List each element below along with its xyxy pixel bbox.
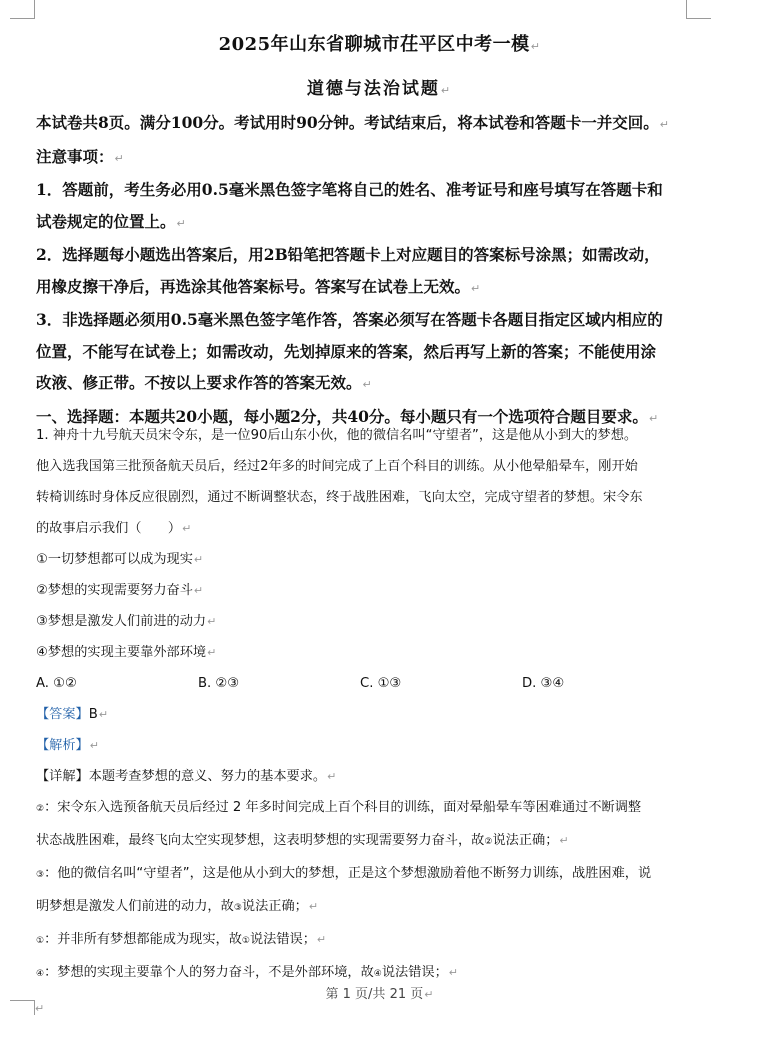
- statement-4: ④梦想的实现主要靠外部环境↵: [36, 645, 217, 660]
- detail-line: 【详解】本题考查梦想的意义、努力的基本要求。↵: [36, 769, 337, 784]
- notice-3c: 改液、修正带。不按以上要求作答的答案无效。↵: [36, 373, 372, 392]
- intro-line: 本试卷共8页。满分100分。考试用时90分钟。考试结束后，将本试卷和答题卡一并交回。↵: [36, 113, 669, 132]
- answer-line: 【答案】B↵: [36, 707, 109, 722]
- notice-3a: 3．非选择题必须用0.5毫米黑色签字笔作答，答案必须写在答题卡各题目指定区域内相应的: [36, 310, 663, 329]
- explain-2b: 状态战胜困难，最终飞向太空实现梦想，这表明梦想的实现需要努力奋斗，故②说法正确；↵: [36, 833, 569, 848]
- explain-3b: 明梦想是激发人们前进的动力，故③说法正确；↵: [36, 899, 319, 914]
- option-d: D. ③④: [522, 676, 565, 691]
- paragraph-mark: ↵: [35, 1002, 45, 1015]
- notice-3b: 位置，不能写在试卷上；如需改动，先划掉原来的答案，然后再写上新的答案；不能使用涂: [36, 341, 657, 361]
- margin-corner-top-left: [10, 0, 35, 19]
- analysis-tag: 【解析】: [36, 738, 89, 753]
- section-heading: 一、选择题：本题共20小题，每小题2分，共40分。每小题只有一个选项符合题目要求。↵: [36, 406, 659, 426]
- explain-4: ④：梦想的实现主要靠个人的努力奋斗，不是外部环境，故④说法错误；↵: [36, 965, 458, 980]
- answer-value: B: [88, 707, 98, 722]
- explain-3a: ③：他的微信名叫“守望者”，这是他从小到大的梦想，正是这个梦想激励着他不断努力训练，战胜困难，说: [36, 866, 652, 881]
- statement-3: ③梦想是激发人们前进的动力↵: [36, 614, 217, 629]
- page-footer: 第 1 页/共 21 页↵: [325, 987, 434, 1002]
- option-c: C. ①③: [360, 676, 402, 691]
- question-stem: 的故事启示我们（ ）↵: [36, 521, 192, 536]
- question-stem: 1. 神舟十九号航天员宋令东，是一位90后山东小伙，他的微信名叫“守望者”，这是他从小到大的梦想。: [36, 428, 638, 443]
- notice-2a: 2．选择题每小题选出答案后，用2B铅笔把答题卡上对应题目的答案标号涂黑；如需改动，: [36, 245, 660, 264]
- notice-1a: 1．答题前，考生务必用0.5毫米黑色签字笔将自己的姓名、准考证号和座号填写在答题卡和: [36, 180, 663, 199]
- question-stem: 转椅训练时身体反应很剧烈，通过不断调整状态，终于战胜困难，飞向太空，完成守望者的梦想。宋令东: [36, 490, 643, 505]
- page-title: 2025年山东省聊城市茌平区中考一模↵: [218, 34, 541, 55]
- explain-2a: ②：宋令东入选预备航天员后经过 2 年多时间完成上百个科目的训练，面对晕船晕车等困难通过不断调整: [36, 800, 642, 815]
- exam-instructions: [36, 107, 716, 434]
- statement-1: ①一切梦想都可以成为现实↵: [36, 552, 204, 567]
- option-a: A. ①②: [36, 676, 77, 691]
- margin-corner-bottom-left: [10, 1000, 35, 1015]
- question-stem: 他入选我国第三批预备航天员后，经过2年多的时间完成了上百个科目的训练。从小他晕船晕车，刚开始: [36, 459, 638, 474]
- answer-tag: 【答案】: [36, 707, 89, 722]
- question-1: [36, 420, 716, 990]
- analysis-line: 【解析】↵: [36, 738, 99, 753]
- option-b: B. ②③: [198, 676, 240, 691]
- statement-2: ②梦想的实现需要努力奋斗↵: [36, 583, 204, 598]
- margin-corner-top-right: [686, 0, 711, 19]
- notice-title: 注意事项：↵: [36, 146, 124, 166]
- notice-1b: 试卷规定的位置上。↵: [36, 211, 186, 231]
- explain-1: ①：并非所有梦想都能成为现实，故①说法错误；↵: [36, 932, 327, 947]
- page-subtitle: 道德与法治试题↵: [306, 79, 453, 99]
- answer-options: [36, 668, 716, 699]
- detail-tag: 【详解】: [36, 769, 89, 784]
- notice-2b: 用橡皮擦干净后，再选涂其他答案标号。答案写在试卷上无效。↵: [36, 276, 481, 296]
